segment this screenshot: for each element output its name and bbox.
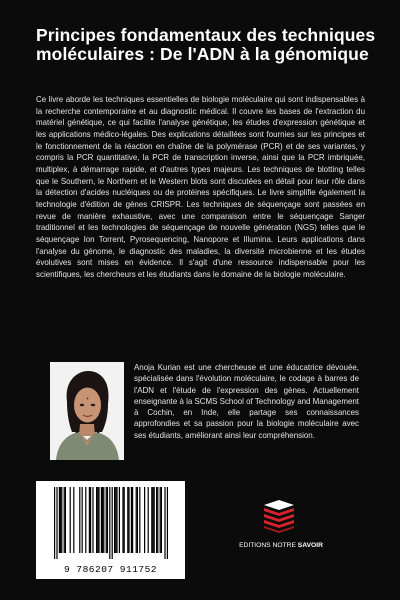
- publisher-name-bold: SAVOIR: [297, 542, 323, 549]
- barcode-bar: [154, 487, 155, 553]
- barcode-bar: [102, 487, 103, 553]
- barcode-bar: [132, 487, 133, 553]
- barcode-bar: [64, 487, 65, 553]
- barcode-bar: [61, 487, 62, 553]
- barcode-bar: [136, 487, 137, 553]
- barcode-bar: [164, 487, 165, 559]
- barcode-bar: [161, 487, 162, 553]
- author-photo: [50, 362, 124, 460]
- author-portrait-icon: [50, 362, 124, 460]
- barcode-bar: [131, 487, 132, 553]
- barcode-bar: [89, 487, 90, 553]
- barcode-bar: [127, 487, 128, 553]
- barcode-bar: [107, 487, 108, 553]
- barcode-bar: [97, 487, 98, 553]
- barcode-bar: [54, 487, 55, 559]
- barcode-bar: [160, 487, 161, 553]
- barcode-bar: [103, 487, 104, 553]
- stacked-books-logo-icon: [262, 499, 296, 533]
- barcode-bar: [144, 487, 145, 553]
- barcode-bar: [85, 487, 86, 553]
- barcode-bar: [60, 487, 61, 553]
- barcode-bar: [106, 487, 107, 553]
- barcode-bar: [139, 487, 140, 553]
- barcode-bars-icon: [42, 487, 179, 563]
- barcode-bar: [70, 487, 71, 553]
- isbn-number: 9 786207 911752: [63, 564, 157, 575]
- barcode-bar: [114, 487, 115, 553]
- barcode-bar: [65, 487, 66, 553]
- barcode-bar: [137, 487, 138, 553]
- book-description: Ce livre aborde les techniques essentielles de biologie moléculaire qui sont indispensables à la recherche contemporaine et au diagnostic médical. Il couvre les bases de l'extraction du matériel génétique, ce qui facilite l'analyse génétique, les études d'expression génétique et les applications médico-légales. Des explications détaillées sont fournies sur les principes et le fonctionnement de la réaction en chaîne de la polymérase (PCR) et de ses variantes, y compris la PCR quantitative, la PCR de transcription inverse, ainsi que la PCR imbriquée, multiplex, à démarrage rapide, et d'autres types majeurs. Les techniques de blotting telles que le Southern, le Northern et le Western blots sont discutées en détail pour leur rôle dans la détection d'acides nucléiques ou de protéines spécifiques. Le livre simplifie également la technologie d'édition de gènes CRISPR. Les techniques de séquençage sont passées en revue de manière exhaustive, avec une comparaison entre le séquençage Sanger traditionnel et les technologies de séquençage de nouvelle génération (NGS) telles que le séquençage Ion Torrent, Pyrosequencing, Nanopore et Illumina. Leurs applications dans l'analyse du génome, le diagnostic des maladies, la diversité microbienne et les études évolutives sont mises en évidence. Il s'agit d'une ressource indispensable pour les scientifiques, les chercheurs et les étudiants dans le domaine de la biologie moléculaire.: [36, 95, 365, 279]
- barcode-bar: [115, 487, 116, 553]
- barcode-bar: [98, 487, 99, 553]
- barcode-bar: [124, 487, 125, 553]
- barcode-bar: [128, 487, 129, 553]
- barcode-bar: [101, 487, 102, 553]
- barcode-bar: [116, 487, 117, 553]
- author-bio: Anoja Kurian est une chercheuse et une éducatrice dévouée, spécialisée dans l'évolution moléculaire, le codage à barres de l'ADN et l'étude de l'expression des gènes. Actuellement enseignante à la SCMS School of Technology and Management à Cochin, en Inde, elle partage ses connaissances approfondies et sa passion pour la biologie moléculaire avec ses étudiants, améliorant ainsi leur compréhension.: [134, 363, 359, 440]
- barcode-bar: [73, 487, 74, 553]
- publisher-name-light: EDITIONS NOTRE: [239, 542, 296, 549]
- publisher-name: [236, 542, 326, 549]
- book-title: Principes fondamentaux des techniques moléculaires : De l'ADN à la génomique: [36, 25, 376, 64]
- barcode-bar: [119, 487, 120, 553]
- barcode-bar: [56, 487, 57, 559]
- barcode-bar: [109, 487, 110, 559]
- barcode-bar: [122, 487, 123, 553]
- barcode-bar: [112, 487, 113, 559]
- barcode-bar: [96, 487, 97, 553]
- barcode-bar: [59, 487, 60, 553]
- barcode-bar: [167, 487, 168, 559]
- barcode-bar: [79, 487, 80, 553]
- barcode-bar: [156, 487, 157, 553]
- barcode-bar: [82, 487, 83, 553]
- barcode-bar: [151, 487, 152, 553]
- barcode-bar: [90, 487, 91, 553]
- isbn-barcode: [36, 481, 185, 579]
- barcode-bar: [157, 487, 158, 553]
- barcode-bar: [148, 487, 149, 553]
- barcode-bar: [152, 487, 153, 553]
- barcode-bar: [92, 487, 93, 553]
